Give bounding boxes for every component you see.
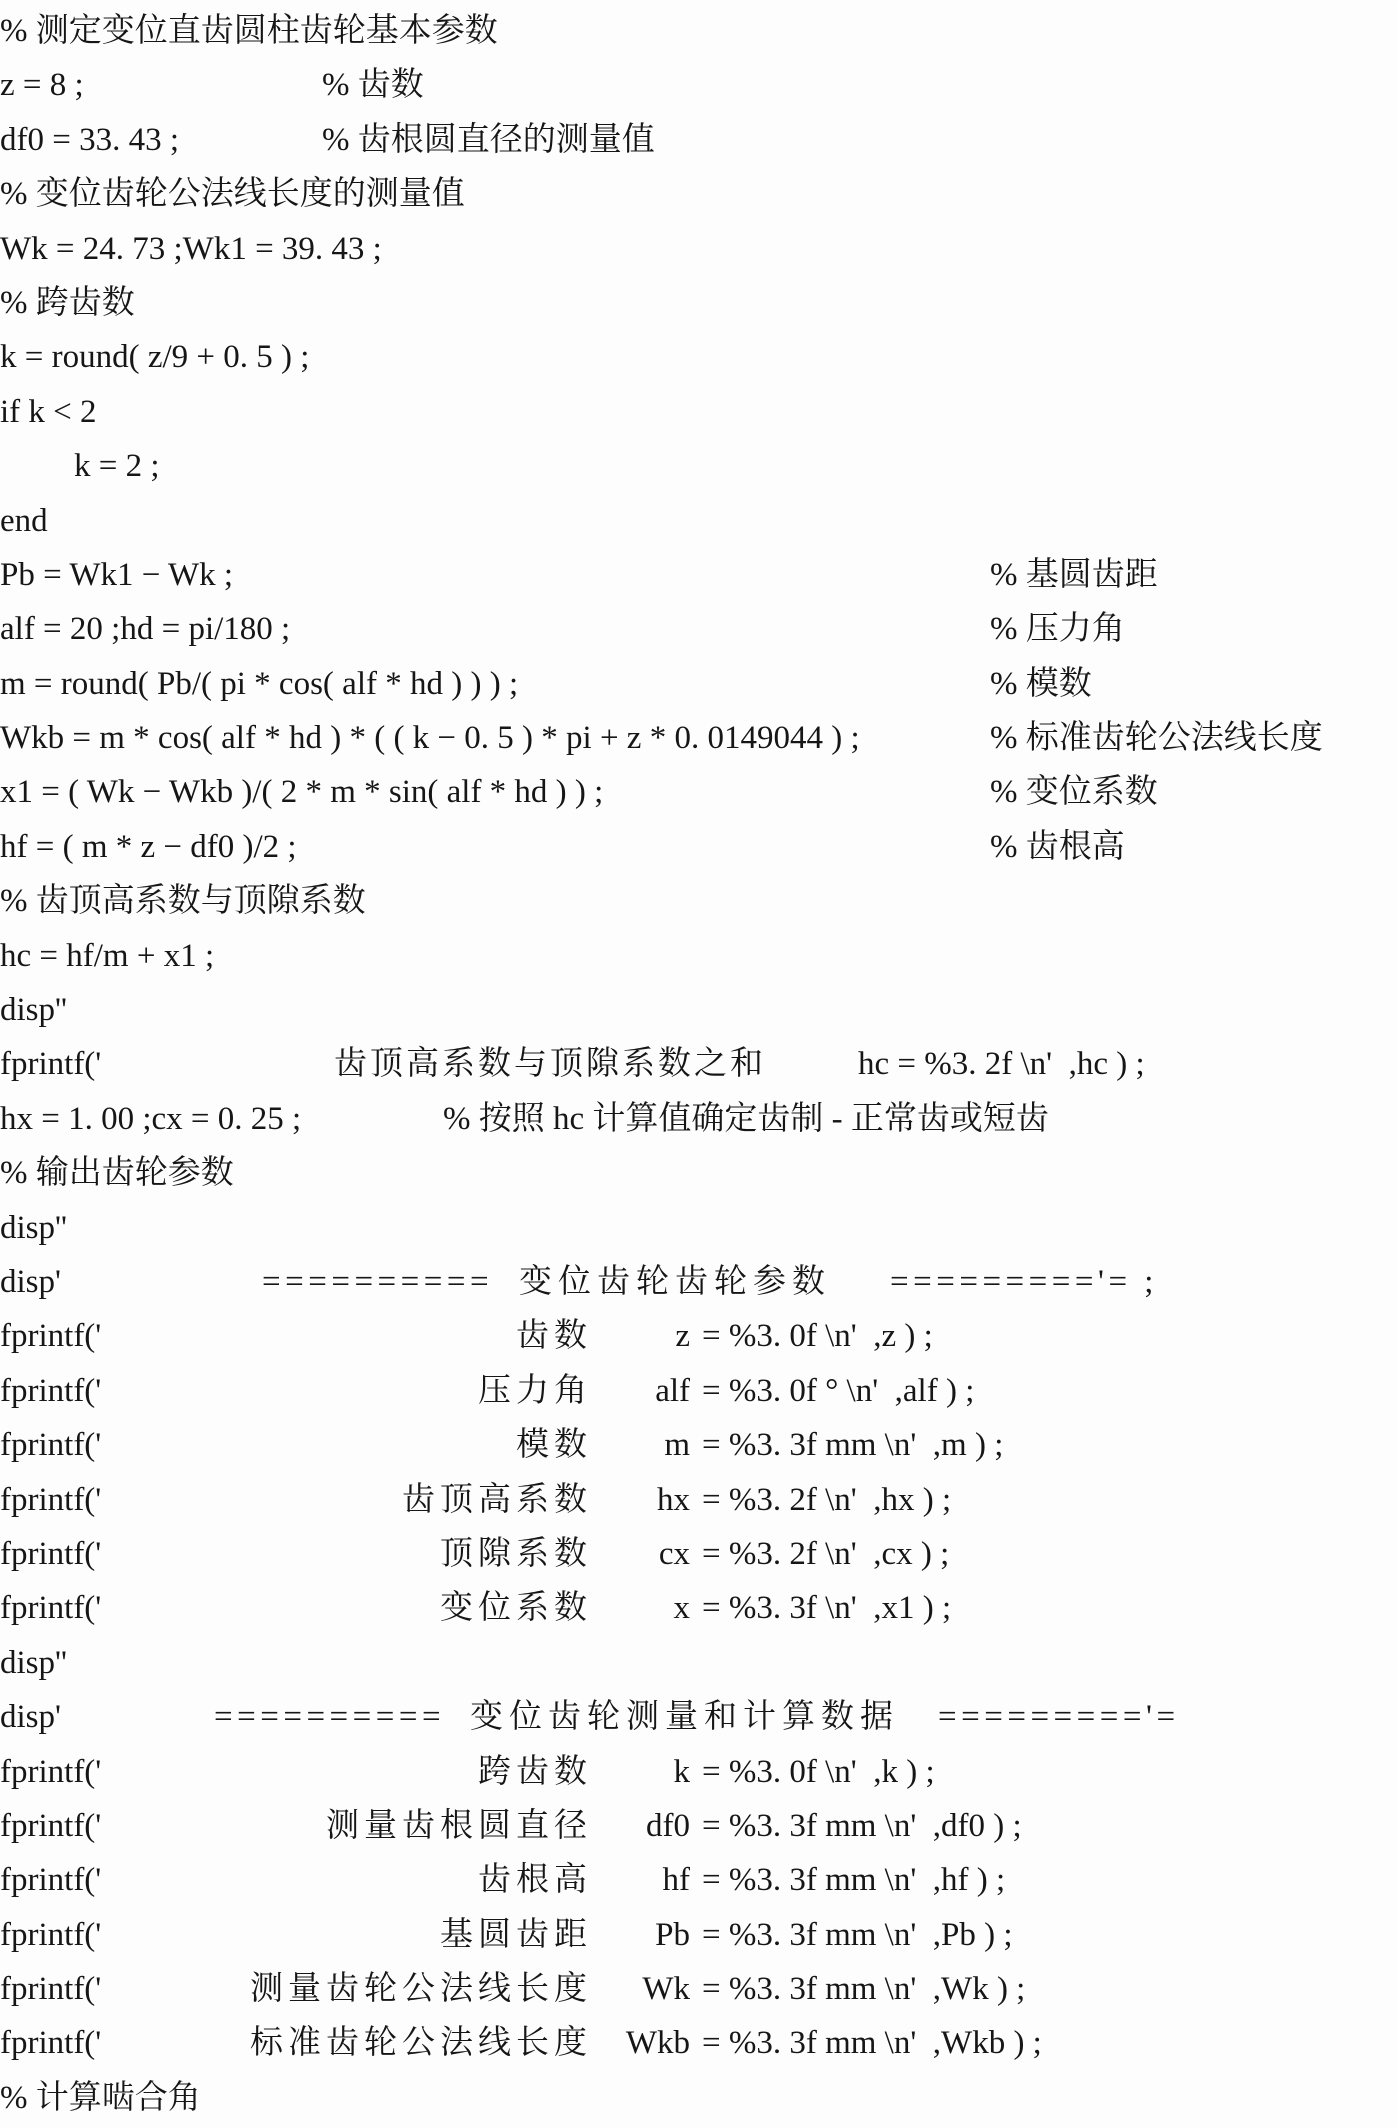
inline-comment: % 齿数 xyxy=(322,67,424,104)
fprintf-format: = %3. 2f \n' ,cx ) ; xyxy=(702,1535,950,1572)
fprintf-var: k xyxy=(673,1753,690,1790)
fprintf-var: z xyxy=(675,1318,690,1355)
code-line xyxy=(0,1473,1397,1527)
code-line xyxy=(0,113,1397,167)
fprintf-var: hx xyxy=(657,1481,690,1518)
fprintf-format: = %3. 3f mm \n' ,Wkb ) ; xyxy=(702,2025,1042,2062)
fprintf-label: 齿顶高系数与顶隙系数之和 xyxy=(334,1046,766,1083)
inline-comment: % 基圆齿距 xyxy=(990,556,1158,593)
code-line xyxy=(0,494,1397,548)
code-line xyxy=(0,1255,1397,1309)
code-line xyxy=(0,1690,1397,1744)
fprintf-format: hc = %3. 2f \n' ,hc ) ; xyxy=(858,1046,1145,1083)
code-line xyxy=(0,657,1397,711)
fprintf-call: fprintf(' xyxy=(0,1590,102,1627)
fprintf-call: fprintf(' xyxy=(0,1862,102,1899)
code-text: hx = 1. 00 ;cx = 0. 25 ; xyxy=(0,1100,302,1137)
fprintf-var: hf xyxy=(662,1862,690,1899)
comment-text: % 计算啮合角 xyxy=(0,2079,201,2116)
fprintf-call: fprintf(' xyxy=(0,1535,102,1572)
separator-equals: ========='= ; xyxy=(890,1263,1158,1300)
code-text: x1 = ( Wk − Wkb )/( 2 * m * sin( alf * hd ) ) ; xyxy=(0,774,604,811)
fprintf-label: 模数 xyxy=(516,1427,592,1464)
fprintf-call: fprintf(' xyxy=(0,1916,102,1953)
code-line xyxy=(0,1853,1397,1907)
fprintf-var: Wkb xyxy=(625,2025,690,2062)
code-text: disp'' xyxy=(0,1644,67,1681)
code-line xyxy=(0,1037,1397,1091)
fprintf-var: Wk xyxy=(642,1971,690,2008)
code-text: hf = ( m * z − df0 )/2 ; xyxy=(0,828,297,865)
code-line xyxy=(0,222,1397,276)
comment-text: % 输出齿轮参数 xyxy=(0,1155,234,1192)
fprintf-var: cx xyxy=(658,1535,690,1572)
code-line xyxy=(0,58,1397,112)
fprintf-format: = %3. 2f \n' ,hx ) ; xyxy=(702,1481,952,1518)
code-text: hc = hf/m + x1 ; xyxy=(0,937,215,974)
code-line xyxy=(0,1092,1397,1146)
inline-comment: % 按照 hc 计算值确定齿制 - 正常齿或短齿 xyxy=(443,1100,1049,1137)
fprintf-label: 测量齿轮公法线长度 xyxy=(250,1971,592,2008)
fprintf-format: = %3. 3f \n' ,x1 ) ; xyxy=(702,1590,952,1627)
code-line xyxy=(0,1581,1397,1635)
inline-comment: % 标准齿轮公法线长度 xyxy=(990,720,1323,757)
fprintf-call: fprintf(' xyxy=(0,1481,102,1518)
code-text: k = round( z/9 + 0. 5 ) ; xyxy=(0,339,310,376)
code-line xyxy=(0,276,1397,330)
code-text: Pb = Wk1 − Wk ; xyxy=(0,556,234,593)
fprintf-label: 齿根高 xyxy=(478,1862,592,1899)
code-line xyxy=(0,1364,1397,1418)
code-text: Wkb = m * cos( alf * hd ) * ( ( k − 0. 5 ) * pi + z * 0. 0149044 ) ; xyxy=(0,720,860,757)
banner-title: 变位齿轮齿轮参数 xyxy=(519,1263,831,1300)
code-text: Wk = 24. 73 ;Wk1 = 39. 43 ; xyxy=(0,230,382,267)
code-line xyxy=(0,1745,1397,1799)
comment-text: % 齿顶高系数与顶隙系数 xyxy=(0,883,366,920)
code-line xyxy=(0,1146,1397,1200)
separator-equals: ========== xyxy=(262,1263,494,1300)
code-line xyxy=(0,4,1397,58)
code-text: if k < 2 xyxy=(0,393,97,430)
code-line xyxy=(0,167,1397,221)
fprintf-var: x xyxy=(673,1590,690,1627)
fprintf-label: 标准齿轮公法线长度 xyxy=(250,2025,592,2062)
code-line xyxy=(0,929,1397,983)
code-line xyxy=(0,1418,1397,1472)
separator-equals: ========== xyxy=(214,1699,446,1736)
code-line xyxy=(0,2016,1397,2070)
code-line xyxy=(0,548,1397,602)
fprintf-var: alf xyxy=(655,1372,690,1409)
code-text: df0 = 33. 43 ; xyxy=(0,121,180,158)
fprintf-format: = %3. 3f mm \n' ,hf ) ; xyxy=(702,1862,1006,1899)
code-text: disp'' xyxy=(0,1209,67,1246)
fprintf-format: = %3. 3f mm \n' ,df0 ) ; xyxy=(702,1807,1022,1844)
fprintf-format: = %3. 3f mm \n' ,m ) ; xyxy=(702,1427,1004,1464)
fprintf-call: fprintf(' xyxy=(0,1046,102,1083)
comment-text: % 跨齿数 xyxy=(0,284,135,321)
fprintf-format: = %3. 0f \n' ,z ) ; xyxy=(702,1318,933,1355)
code-line xyxy=(0,874,1397,928)
fprintf-format: = %3. 3f mm \n' ,Pb ) ; xyxy=(702,1916,1013,1953)
code-line xyxy=(0,1962,1397,2016)
fprintf-var: df0 xyxy=(646,1807,690,1844)
comment-text: % 变位齿轮公法线长度的测量值 xyxy=(0,176,465,213)
code-line xyxy=(0,1799,1397,1853)
code-line xyxy=(0,330,1397,384)
inline-comment: % 模数 xyxy=(990,665,1092,702)
fprintf-call: fprintf(' xyxy=(0,1318,102,1355)
code-text: disp'' xyxy=(0,992,67,1029)
inline-comment: % 变位系数 xyxy=(990,774,1158,811)
comment-text: % 测定变位直齿圆柱齿轮基本参数 xyxy=(0,13,498,49)
fprintf-var: m xyxy=(664,1427,690,1464)
fprintf-var: Pb xyxy=(655,1916,690,1953)
code-line xyxy=(0,820,1397,874)
fprintf-format: = %3. 0f \n' ,k ) ; xyxy=(702,1753,935,1790)
separator-equals: ========='= xyxy=(938,1699,1180,1736)
inline-comment: % 压力角 xyxy=(990,611,1125,648)
fprintf-label: 基圆齿距 xyxy=(440,1916,592,1953)
fprintf-format: = %3. 0f ° \n' ,alf ) ; xyxy=(702,1372,975,1409)
fprintf-call: fprintf(' xyxy=(0,1807,102,1844)
code-line xyxy=(0,2071,1397,2125)
code-line xyxy=(0,1908,1397,1962)
fprintf-label: 测量齿根圆直径 xyxy=(326,1807,592,1844)
fprintf-call: fprintf(' xyxy=(0,2025,102,2062)
code-line xyxy=(0,1201,1397,1255)
code-text: k = 2 ; xyxy=(74,448,160,485)
fprintf-call: fprintf(' xyxy=(0,1427,102,1464)
inline-comment: % 齿根圆直径的测量值 xyxy=(322,121,655,158)
code-line xyxy=(0,765,1397,819)
fprintf-call: fprintf(' xyxy=(0,1971,102,2008)
code-line xyxy=(0,711,1397,765)
code-line xyxy=(0,1309,1397,1363)
code-line xyxy=(0,1636,1397,1690)
fprintf-label: 齿顶高系数 xyxy=(402,1481,592,1518)
code-text: end xyxy=(0,502,48,539)
code-text: z = 8 ; xyxy=(0,67,84,104)
code-line xyxy=(0,1527,1397,1581)
code-text: m = round( Pb/( pi * cos( alf * hd ) ) ) ; xyxy=(0,665,519,702)
disp-call: disp' xyxy=(0,1699,61,1736)
code-line xyxy=(0,439,1397,493)
fprintf-label: 跨齿数 xyxy=(478,1753,592,1790)
code-line xyxy=(0,385,1397,439)
fprintf-label: 变位系数 xyxy=(440,1590,592,1627)
fprintf-call: fprintf(' xyxy=(0,1753,102,1790)
fprintf-label: 压力角 xyxy=(478,1372,592,1409)
code-line xyxy=(0,602,1397,656)
banner-title: 变位齿轮测量和计算数据 xyxy=(470,1699,899,1736)
code-line xyxy=(0,983,1397,1037)
code-text: alf = 20 ;hd = pi/180 ; xyxy=(0,611,291,648)
fprintf-label: 齿数 xyxy=(516,1318,592,1355)
fprintf-label: 顶隙系数 xyxy=(440,1535,592,1572)
inline-comment: % 齿根高 xyxy=(990,828,1125,865)
code-listing xyxy=(0,4,1397,2125)
fprintf-call: fprintf(' xyxy=(0,1372,102,1409)
disp-call: disp' xyxy=(0,1263,61,1300)
fprintf-format: = %3. 3f mm \n' ,Wk ) ; xyxy=(702,1971,1026,2008)
